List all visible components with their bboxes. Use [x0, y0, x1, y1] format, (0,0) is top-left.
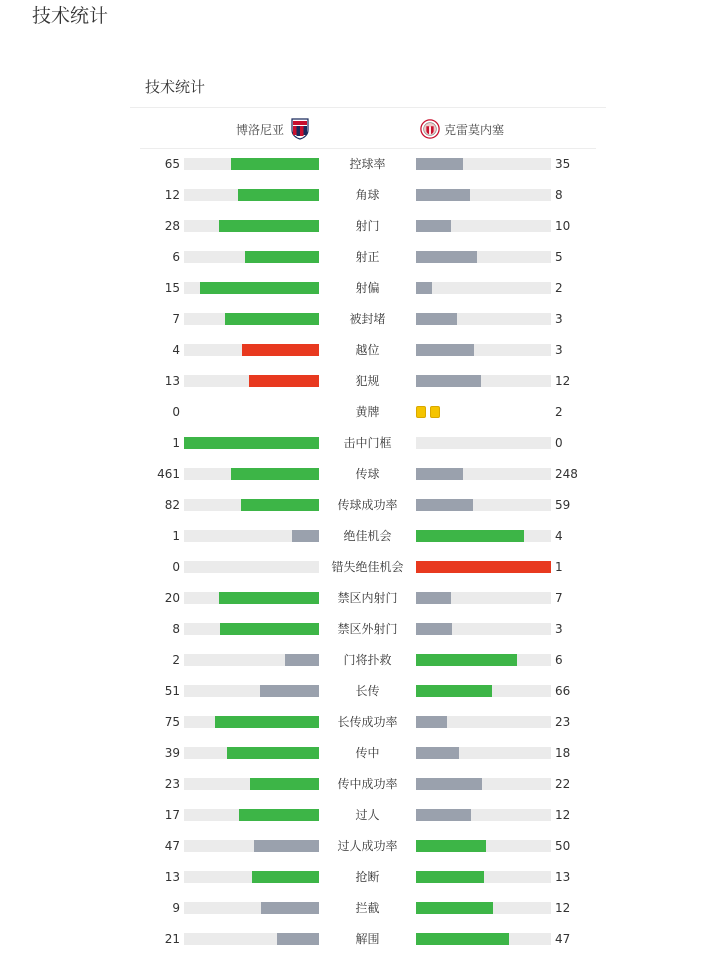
stat-label: 控球率: [349, 157, 386, 171]
home-stat-value: 65: [164, 157, 180, 171]
home-stat-value: 8: [172, 622, 180, 636]
away-stat-value: 23: [555, 715, 571, 729]
stat-row: [130, 459, 606, 490]
home-stat-bar-fill: [215, 716, 319, 728]
home-stat-bar-fill: [260, 685, 319, 697]
stat-label: 长传: [355, 684, 380, 698]
home-stat-bar-fill: [250, 778, 319, 790]
away-stat-bar: [416, 871, 551, 883]
stat-label: 传球成功率: [337, 498, 398, 512]
home-stat-bar-fill: [184, 437, 319, 449]
away-stat-value: 1: [555, 560, 563, 574]
home-stat-value: 21: [164, 932, 180, 946]
home-stat-value: 12: [164, 188, 180, 202]
home-stat-bar-fill: [231, 468, 319, 480]
home-stat-bar-fill: [249, 375, 319, 387]
home-stat-bar: [184, 561, 319, 573]
away-stat-value: 35: [555, 157, 571, 171]
home-stat-bar-fill: [219, 592, 319, 604]
home-stat-value: 6: [172, 250, 180, 264]
stat-row: [130, 149, 606, 180]
away-stat-bar-fill: [416, 158, 463, 170]
home-stat-value: 461: [157, 467, 180, 481]
away-stat-bar: [416, 654, 551, 666]
home-stat-value: 0: [172, 405, 180, 419]
away-stat-bar-fill: [416, 499, 473, 511]
stat-row: [130, 769, 606, 800]
away-stat-bar-fill: [416, 809, 471, 821]
away-stat-value: 12: [555, 808, 571, 822]
away-stat-bar-fill: [416, 375, 481, 387]
home-stat-bar: [184, 251, 319, 263]
home-stat-value: 0: [172, 560, 180, 574]
stat-row: [130, 583, 606, 614]
away-stat-bar-fill: [416, 251, 477, 263]
away-stat-bar: [416, 933, 551, 945]
home-stat-bar: [184, 933, 319, 945]
yellow-card-icon: [430, 406, 440, 418]
away-stat-value: 7: [555, 591, 563, 605]
away-stat-bar: [416, 468, 551, 480]
away-stat-value: 8: [555, 188, 563, 202]
home-stat-bar-fill: [225, 313, 320, 325]
away-stat-bar-fill: [416, 313, 457, 325]
away-stat-bar: [416, 623, 551, 635]
home-stat-bar-fill: [261, 902, 319, 914]
away-stat-value: 6: [555, 653, 563, 667]
home-stat-bar-fill: [200, 282, 319, 294]
away-stat-bar: [416, 189, 551, 201]
stat-label: 过人成功率: [337, 839, 398, 853]
home-stat-value: 75: [164, 715, 180, 729]
away-stat-bar-fill: [416, 561, 551, 573]
away-stat-bar: [416, 220, 551, 232]
stat-label: 角球: [355, 188, 380, 202]
away-stat-bar-fill: [416, 840, 486, 852]
away-stat-value: 3: [555, 312, 563, 326]
home-stat-bar: [184, 654, 319, 666]
away-stat-bar: [416, 747, 551, 759]
home-stat-bar: [184, 437, 319, 449]
home-stat-bar: [184, 220, 319, 232]
away-stat-bar: [416, 840, 551, 852]
away-stat-bar: [416, 530, 551, 542]
bologna-crest-icon: [290, 118, 310, 140]
stat-label: 长传成功率: [337, 715, 398, 729]
stat-row: [130, 211, 606, 242]
home-stat-bar-fill: [227, 747, 319, 759]
stat-label: 传中: [355, 746, 380, 760]
away-stat-value: 2: [555, 281, 563, 295]
home-stat-value: 51: [164, 684, 180, 698]
stat-row: [130, 242, 606, 273]
home-stat-bar-fill: [245, 251, 319, 263]
away-stat-bar: [416, 561, 551, 573]
away-stat-bar-fill: [416, 468, 463, 480]
home-stat-bar-fill: [292, 530, 319, 542]
stat-row: [130, 428, 606, 459]
home-stat-value: 7: [172, 312, 180, 326]
away-stat-value: 22: [555, 777, 571, 791]
away-stat-value: 3: [555, 343, 563, 357]
away-stat-value: 5: [555, 250, 563, 264]
away-stat-value: 47: [555, 932, 571, 946]
stat-row: [130, 335, 606, 366]
away-stat-bar-fill: [416, 871, 484, 883]
stat-row: [130, 924, 606, 955]
home-stat-bar: [184, 468, 319, 480]
home-stat-bar-fill: [231, 158, 319, 170]
away-stat-value: 12: [555, 374, 571, 388]
home-stat-bar-fill: [252, 871, 320, 883]
stat-label: 错失绝佳机会: [331, 560, 404, 574]
away-stat-bar-fill: [416, 282, 432, 294]
home-stat-value: 28: [164, 219, 180, 233]
home-stat-bar: [184, 375, 319, 387]
home-stat-bar: [184, 158, 319, 170]
home-stat-value: 15: [164, 281, 180, 295]
stat-label: 被封堵: [349, 312, 386, 326]
stat-row: [130, 707, 606, 738]
stat-label: 禁区外射门: [337, 622, 398, 636]
stat-label: 禁区内射门: [337, 591, 398, 605]
away-stat-bar: [416, 592, 551, 604]
home-stat-value: 13: [164, 870, 180, 884]
stat-row: [130, 521, 606, 552]
home-stat-value: 82: [164, 498, 180, 512]
stat-row: [130, 304, 606, 335]
stat-row: [130, 831, 606, 862]
home-stat-bar: [184, 499, 319, 511]
cremonese-crest-icon: [420, 118, 440, 140]
stat-label: 射正: [355, 250, 380, 264]
home-stat-bar-fill: [219, 220, 319, 232]
away-stat-bar-fill: [416, 933, 509, 945]
home-stat-bar: [184, 530, 319, 542]
home-stat-bar-fill: [239, 809, 319, 821]
away-stat-bar: [416, 251, 551, 263]
stat-label: 抢断: [355, 870, 380, 884]
home-stat-bar: [184, 344, 319, 356]
stat-label: 越位: [355, 343, 380, 357]
home-stat-bar: [184, 871, 319, 883]
stat-row: [130, 273, 606, 304]
home-stat-value: 20: [164, 591, 180, 605]
home-stat-bar: [184, 685, 319, 697]
stat-label: 解围: [355, 932, 380, 946]
away-stat-bar-fill: [416, 344, 474, 356]
home-stat-bar-fill: [285, 654, 319, 666]
away-stat-value: 3: [555, 622, 563, 636]
away-stat-bar-fill: [416, 778, 482, 790]
away-stat-bar: [416, 902, 551, 914]
away-stat-bar: [416, 282, 551, 294]
stat-row: [130, 862, 606, 893]
home-stat-value: 1: [172, 529, 180, 543]
stats-list: [130, 149, 606, 955]
away-stat-bar: [416, 499, 551, 511]
stat-label: 击中门框: [343, 436, 392, 450]
away-stat-value: 13: [555, 870, 571, 884]
away-stat-bar: [416, 158, 551, 170]
home-stat-bar: [184, 716, 319, 728]
home-team[interactable]: [236, 118, 310, 140]
home-stat-value: 13: [164, 374, 180, 388]
away-stat-bar: [416, 685, 551, 697]
away-stat-value: 248: [555, 467, 578, 481]
away-stat-bar: [416, 344, 551, 356]
stat-label: 射偏: [355, 281, 380, 295]
panel-title: 技术统计: [145, 78, 206, 96]
home-stat-value: 1: [172, 436, 180, 450]
page-title: 技术统计: [32, 5, 109, 27]
divider: [130, 107, 606, 108]
away-stat-value: 2: [555, 405, 563, 419]
away-stat-value: 18: [555, 746, 571, 760]
stat-row: [130, 180, 606, 211]
stat-label: 传中成功率: [337, 777, 398, 791]
away-stat-bar-fill: [416, 220, 451, 232]
away-stat-bar: [416, 437, 551, 449]
home-stat-bar-fill: [238, 189, 319, 201]
stat-row: [130, 800, 606, 831]
home-stat-value: 23: [164, 777, 180, 791]
away-stat-bar: [416, 313, 551, 325]
away-stat-bar-fill: [416, 189, 470, 201]
home-stat-bar: [184, 778, 319, 790]
away-stat-bar-fill: [416, 747, 459, 759]
home-stat-bar: [184, 809, 319, 821]
away-stat-value: 66: [555, 684, 571, 698]
home-team-name: 博洛尼亚: [235, 122, 284, 137]
away-stat-bar-fill: [416, 530, 524, 542]
away-yellow-cards: [416, 406, 440, 418]
away-stat-value: 10: [555, 219, 571, 233]
away-stat-value: 0: [555, 436, 563, 450]
stat-label: 门将扑救: [343, 653, 392, 667]
away-stat-bar-fill: [416, 592, 451, 604]
home-stat-value: 9: [172, 901, 180, 915]
home-stat-bar: [184, 840, 319, 852]
home-stat-bar-fill: [254, 840, 319, 852]
stat-row: [130, 893, 606, 924]
stat-row: [130, 490, 606, 521]
stat-label: 传球: [355, 467, 380, 481]
stat-label: 犯规: [355, 374, 380, 388]
home-stat-value: 17: [164, 808, 180, 822]
home-stat-bar: [184, 189, 319, 201]
stat-label: 黄牌: [355, 405, 380, 419]
stat-label: 过人: [355, 808, 380, 822]
away-stat-bar: [416, 778, 551, 790]
away-stat-value: 4: [555, 529, 563, 543]
home-stat-bar: [184, 902, 319, 914]
home-stat-bar: [184, 592, 319, 604]
away-stat-bar-fill: [416, 902, 493, 914]
home-stat-bar-fill: [277, 933, 319, 945]
away-stat-bar: [416, 375, 551, 387]
home-stat-bar-fill: [241, 499, 319, 511]
away-stat-value: 59: [555, 498, 571, 512]
away-stat-bar-fill: [416, 623, 452, 635]
away-stat-bar-fill: [416, 685, 492, 697]
away-team[interactable]: [420, 118, 504, 140]
stat-row: [130, 645, 606, 676]
team-header: [140, 110, 596, 148]
home-stat-value: 39: [164, 746, 180, 760]
away-stat-value: 12: [555, 901, 571, 915]
stat-row: [130, 614, 606, 645]
away-stat-bar-fill: [416, 716, 447, 728]
yellow-card-icon: [416, 406, 426, 418]
away-stat-bar-fill: [416, 654, 517, 666]
stat-label: 绝佳机会: [343, 529, 392, 543]
stat-row: [130, 397, 606, 428]
away-stat-value: 50: [555, 839, 571, 853]
home-stat-bar-fill: [220, 623, 319, 635]
stat-row: [130, 676, 606, 707]
stat-row: [130, 552, 606, 583]
home-stat-value: 4: [172, 343, 180, 357]
home-stat-bar: [184, 623, 319, 635]
home-stat-value: 2: [172, 653, 180, 667]
home-stat-bar-fill: [242, 344, 319, 356]
stat-label: 射门: [355, 219, 380, 233]
away-team-name: 克雷莫内塞: [444, 122, 505, 137]
away-stat-bar: [416, 809, 551, 821]
away-stat-bar: [416, 716, 551, 728]
stat-label: 拦截: [355, 901, 380, 915]
stat-row: [130, 738, 606, 769]
stat-row: [130, 366, 606, 397]
home-stat-value: 47: [164, 839, 180, 853]
home-stat-bar: [184, 282, 319, 294]
home-stat-bar: [184, 313, 319, 325]
home-stat-bar: [184, 747, 319, 759]
